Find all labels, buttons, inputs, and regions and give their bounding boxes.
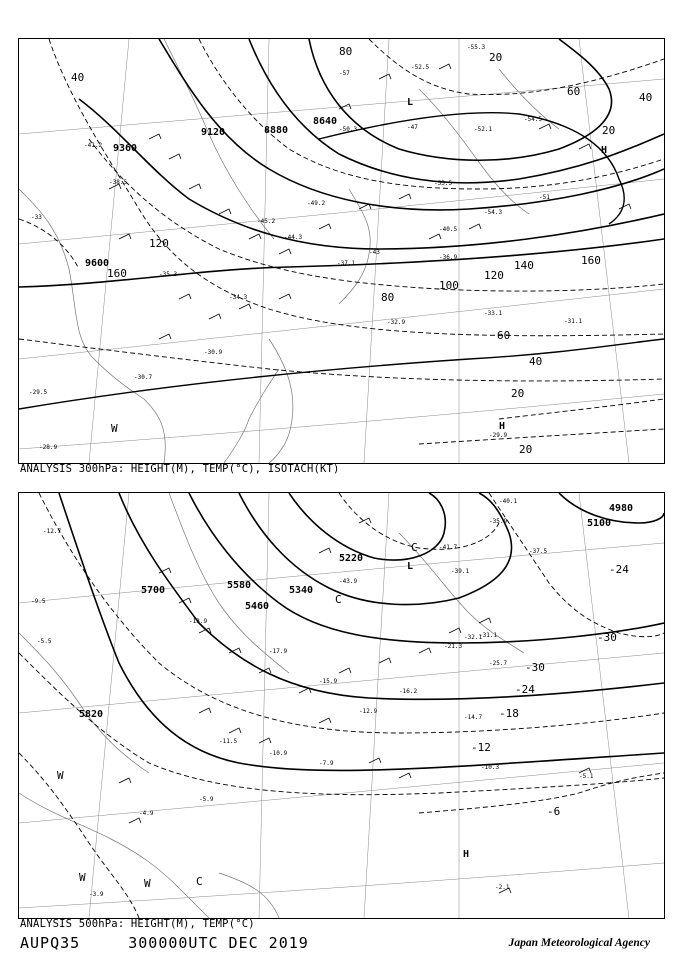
isotherm-label: -12: [471, 741, 491, 754]
temp-label: -28.9: [39, 444, 58, 451]
isotach-label: 120: [149, 237, 169, 250]
temp-label: -11.5: [219, 738, 238, 745]
analysis-500hpa-chart: [18, 492, 665, 919]
isotherm-label: -30: [525, 661, 545, 674]
temp-label: -41.2: [84, 142, 103, 149]
temp-label: -17.9: [269, 648, 288, 655]
temp-label: -36.9: [439, 254, 458, 261]
isotherm-label: -24: [515, 683, 535, 696]
temp-label: -40.1: [499, 498, 518, 505]
isotherm-labels: [471, 563, 629, 818]
temp-label: -31.1: [564, 318, 583, 325]
height-labels: [79, 503, 633, 720]
cold-center: C: [196, 875, 203, 888]
temp-label: -5.5: [37, 638, 52, 645]
caption-500hpa: ANALYSIS 500hPa: HEIGHT(M), TEMP(°C): [20, 918, 255, 930]
isotach-label: 40: [529, 355, 543, 368]
high-center: H: [601, 145, 608, 156]
contour-5580: [189, 493, 664, 643]
chart-id-line: [20, 934, 309, 952]
contour-5820: [59, 493, 664, 770]
temp-label: -33.1: [484, 310, 503, 317]
temp-label: -32.1: [464, 634, 483, 641]
chart-code: AUPQ35: [20, 934, 81, 952]
height-label: 5820: [79, 709, 104, 720]
temp-labels: [29, 44, 582, 451]
contour-5340: [289, 493, 445, 560]
temp-label: -39.1: [451, 568, 470, 575]
isotach-label: 160: [107, 267, 127, 280]
temp-label: -49.2: [307, 200, 326, 207]
wind-barbs: [119, 518, 591, 893]
contour-5460: [239, 493, 512, 605]
temp-label: -52.5: [411, 64, 430, 71]
temp-label: -47: [407, 124, 418, 131]
temp-label: -51: [539, 194, 550, 201]
temp-label: -50.3: [339, 126, 358, 133]
temp-label: -44.3: [284, 234, 303, 241]
low-center: L: [407, 97, 414, 108]
temp-label: -12.7: [43, 528, 62, 535]
temp-label: -25.7: [489, 660, 508, 667]
isotach-label: 20: [489, 51, 503, 64]
isotherm-label: -18: [499, 707, 519, 720]
height-label: 9120: [201, 127, 226, 138]
isotherm-dashed: [19, 39, 664, 444]
temp-label: -3.9: [89, 891, 104, 898]
wind-barbs: [109, 64, 631, 339]
height-label: 5100: [587, 518, 612, 529]
temp-label: -33: [31, 214, 42, 221]
high-center: H: [499, 421, 506, 432]
temp-label: -12.9: [359, 708, 378, 715]
temp-label: -54.3: [484, 209, 503, 216]
temp-label: -55.3: [467, 44, 486, 51]
temp-label: -2.1: [495, 884, 510, 891]
isotach-label: 40: [71, 71, 85, 84]
height-label: 5340: [289, 585, 314, 596]
contour-8880: [249, 39, 664, 183]
warm-center: W: [79, 871, 86, 884]
coastline: [19, 39, 559, 463]
isotherm-label: -6: [547, 805, 561, 818]
warm-center: W: [144, 877, 151, 890]
temp-label: -32.9: [387, 319, 406, 326]
height-contours: [59, 493, 664, 770]
temp-label: -34.3: [229, 294, 248, 301]
isotach-label: 60: [497, 329, 511, 342]
warm-center: W: [111, 422, 118, 435]
isotach-label: 80: [381, 291, 395, 304]
temp-label: -41.7: [439, 544, 458, 551]
isotach-label: 60: [567, 85, 581, 98]
temp-label: -16.2: [399, 688, 418, 695]
temp-label: -30.7: [134, 374, 153, 381]
temp-label: -54.5: [524, 116, 543, 123]
temp-label: -57: [339, 70, 350, 77]
height-label: 8880: [264, 125, 289, 136]
temp-label: -4.9: [139, 810, 154, 817]
temp-label: -29.5: [29, 389, 48, 396]
temp-label: -13.9: [189, 618, 208, 625]
agency-name: Japan Meteorological Agency: [508, 937, 650, 949]
isotach-label: 160: [581, 254, 601, 267]
cold-center: C: [411, 541, 418, 554]
temp-label: -9.5: [31, 598, 46, 605]
warm-center: W: [57, 769, 64, 782]
height-label: 5220: [339, 553, 364, 564]
temp-label: -7.9: [319, 760, 334, 767]
temp-label: -43: [369, 249, 380, 256]
temp-label: -53.5: [434, 180, 453, 187]
temp-label: -43.9: [339, 578, 358, 585]
isotherm-label: -24: [609, 563, 629, 576]
height-label: 4980: [609, 503, 634, 514]
analysis-300hpa-chart: [18, 38, 665, 464]
low-center: L: [407, 561, 414, 572]
temp-label: -10.9: [269, 750, 288, 757]
height-label: 8640: [313, 116, 338, 127]
temp-label: -14.7: [464, 714, 483, 721]
isotach-label: 140: [514, 259, 534, 272]
height-label: 5460: [245, 601, 270, 612]
temp-label: -21.3: [444, 643, 463, 650]
temp-label: -52.1: [474, 126, 493, 133]
map-500hpa: [19, 493, 664, 918]
temp-label: -38.5: [109, 179, 128, 186]
contour-5700: [119, 493, 664, 699]
isotach-label: 120: [484, 269, 504, 282]
temp-label: -45.2: [257, 218, 276, 225]
height-label: 9600: [85, 258, 110, 269]
caption-300hpa: ANALYSIS 300hPa: HEIGHT(M), TEMP(°C), ISOTACH(KT): [20, 463, 340, 475]
temp-label: -5.1: [579, 773, 594, 780]
temp-label: -30.9: [204, 349, 223, 356]
cold-center: C: [335, 593, 342, 606]
isotach-label: 20: [602, 124, 616, 137]
map-300hpa: [19, 39, 664, 463]
temp-label: -37.1: [337, 260, 356, 267]
isotach-label: 20: [511, 387, 525, 400]
isotach-label: 100: [439, 279, 459, 292]
temp-label: -5.9: [199, 796, 214, 803]
temp-label: -15.9: [319, 678, 338, 685]
temp-label: -37.5: [529, 548, 548, 555]
height-label: 5580: [227, 580, 252, 591]
contour-8640: [309, 39, 612, 160]
height-label: 9360: [113, 143, 138, 154]
temp-label: -10.3: [481, 764, 500, 771]
temp-label: -29.9: [489, 432, 508, 439]
isotach-label: 80: [339, 45, 353, 58]
temp-label: -31.1: [479, 632, 498, 639]
temp-label: -40.5: [439, 226, 458, 233]
temp-label: -35.3: [159, 271, 178, 278]
isotach-label: 40: [639, 91, 653, 104]
temp-label: -35.9: [489, 518, 508, 525]
valid-time: 300000UTC DEC 2019: [128, 934, 309, 952]
high-center: H: [463, 849, 470, 860]
isotherm-label: -30: [597, 631, 617, 644]
height-label: 5700: [141, 585, 166, 596]
isotach-label: 20: [519, 443, 533, 456]
